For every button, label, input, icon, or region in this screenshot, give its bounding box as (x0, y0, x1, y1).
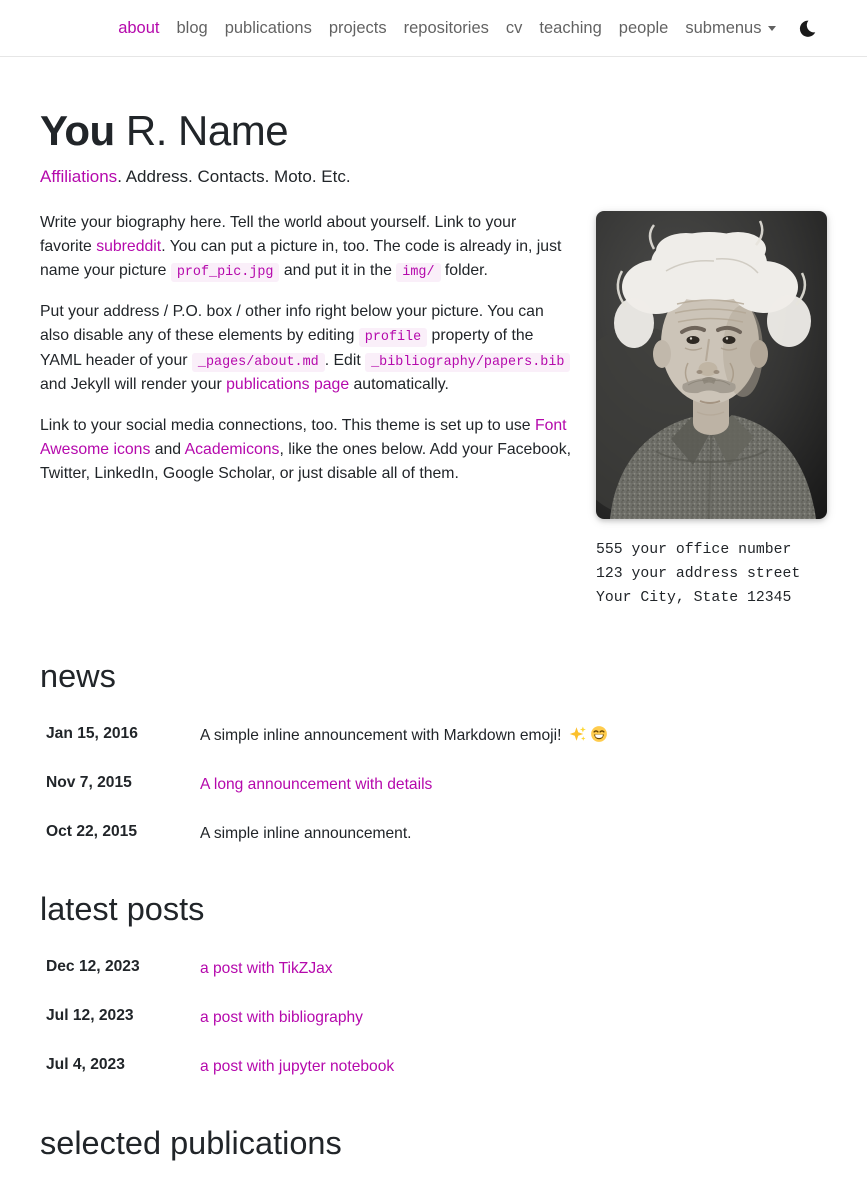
bio-text: folder. (440, 262, 488, 279)
bio-link[interactable]: subreddit (96, 238, 162, 255)
nav-item-submenus[interactable]: submenus (685, 19, 775, 38)
title-first-name: You (40, 107, 115, 154)
bio-text: . Edit (324, 351, 366, 369)
bio-text: and Jekyll will render your (40, 376, 227, 394)
bio-text: , like the ones below. Add your Facebook, Twitter, LinkedIn, Google Scholar, or just disable all of them. (40, 441, 571, 483)
news-entry (200, 725, 827, 747)
bio-text: . You can put a picture in, too. The code is already in, just name your picture (40, 238, 562, 279)
chevron-down-icon (768, 26, 776, 31)
bio-link[interactable]: Font Awesome icons (40, 417, 567, 459)
post-link[interactable]: a post with bibliography (200, 1009, 363, 1027)
news-heading: news (40, 657, 116, 694)
post-link[interactable]: a post with TikZJax (200, 960, 333, 978)
bio-code: _bibliography/papers.bib (365, 353, 570, 372)
bio-paragraph (40, 211, 572, 283)
news-entry (200, 774, 827, 796)
nav-item-people[interactable]: people (618, 18, 669, 37)
bio-code: _pages/about.md (192, 353, 325, 372)
post-entry (200, 1056, 827, 1078)
news-text: A simple inline announcement. (200, 824, 412, 842)
grin-emoji-icon (590, 725, 608, 743)
bio-text: automatically. (349, 376, 449, 394)
sparkles-emoji-icon (569, 725, 587, 743)
bio-text: property of the YAML header of your (40, 327, 534, 369)
latest-posts-section (40, 891, 827, 1077)
bio-paragraph (40, 300, 572, 397)
moon-icon (798, 19, 817, 38)
address-line: 123 your address street (596, 565, 801, 582)
post-entry (200, 958, 827, 980)
profile-photo (596, 211, 827, 519)
title-last-name: R. Name (114, 107, 289, 154)
bio-link[interactable]: Academicons (184, 441, 280, 459)
nav-item-blog[interactable]: blog (176, 18, 208, 37)
bio-code: img/ (396, 263, 440, 282)
news-text: A simple inline announcement with Markdown emoji! (200, 726, 566, 744)
latest-posts-heading: latest posts (40, 891, 205, 928)
nav-item-teaching[interactable]: teaching (539, 18, 602, 37)
profile-row (40, 211, 827, 611)
navbar (0, 0, 867, 57)
post-date: Jul 4, 2023 (46, 1056, 125, 1074)
about-page (0, 57, 867, 1182)
post-date: Jul 12, 2023 (46, 1007, 134, 1025)
portrait-image (596, 211, 827, 519)
news-date: Jan 15, 2016 (46, 724, 138, 742)
news-list (40, 725, 827, 844)
address-line: Your City, State 12345 (596, 589, 792, 606)
news-section (40, 658, 827, 844)
bio-text: Link to your social media connections, too. This theme is set up to use (40, 417, 535, 435)
news-entry (200, 823, 827, 845)
post-entry (200, 1007, 827, 1029)
nav-item-projects[interactable]: projects (328, 18, 387, 37)
posts-list (40, 958, 827, 1077)
bio-code: prof_pic.jpg (171, 263, 280, 282)
nav-item-cv[interactable]: cv (505, 18, 523, 37)
biography (40, 211, 572, 486)
selected-publications-heading: selected publications (40, 1124, 342, 1161)
post-date: Dec 12, 2023 (46, 958, 140, 976)
bio-link[interactable]: publications page (226, 376, 350, 394)
address-line: 555 your office number (596, 542, 792, 558)
nav-item-about[interactable]: about (118, 18, 160, 37)
tagline-text: . Address. Contacts. Moto. Etc. (117, 167, 351, 186)
bio-paragraph (40, 414, 572, 486)
affiliations-link[interactable]: Affiliations (40, 167, 118, 186)
bio-text: and (150, 441, 185, 459)
dark-mode-toggle[interactable] (798, 19, 817, 38)
post-link[interactable]: a post with jupyter notebook (200, 1058, 395, 1076)
nav-links (110, 19, 784, 38)
publications-section (40, 1125, 827, 1162)
bio-text: Put your address / P.O. box / other info right below your picture. You can also disable any of these elements by editing (40, 303, 544, 345)
bio-text: and put it in the (279, 262, 397, 279)
news-date: Nov 7, 2015 (46, 773, 132, 791)
page-header (40, 107, 827, 187)
page-title (40, 107, 827, 155)
bio-code: profile (359, 328, 427, 347)
news-link[interactable]: A long announcement with details (200, 775, 433, 793)
news-date: Oct 22, 2015 (46, 822, 138, 840)
nav-item-repositories[interactable]: repositories (403, 18, 489, 37)
profile-column (596, 211, 827, 611)
bio-text: Write your biography here. Tell the world about yourself. Link to your favorite (40, 214, 517, 255)
address-block (596, 539, 827, 611)
tagline (40, 167, 827, 187)
nav-item-publications[interactable]: publications (224, 18, 312, 37)
